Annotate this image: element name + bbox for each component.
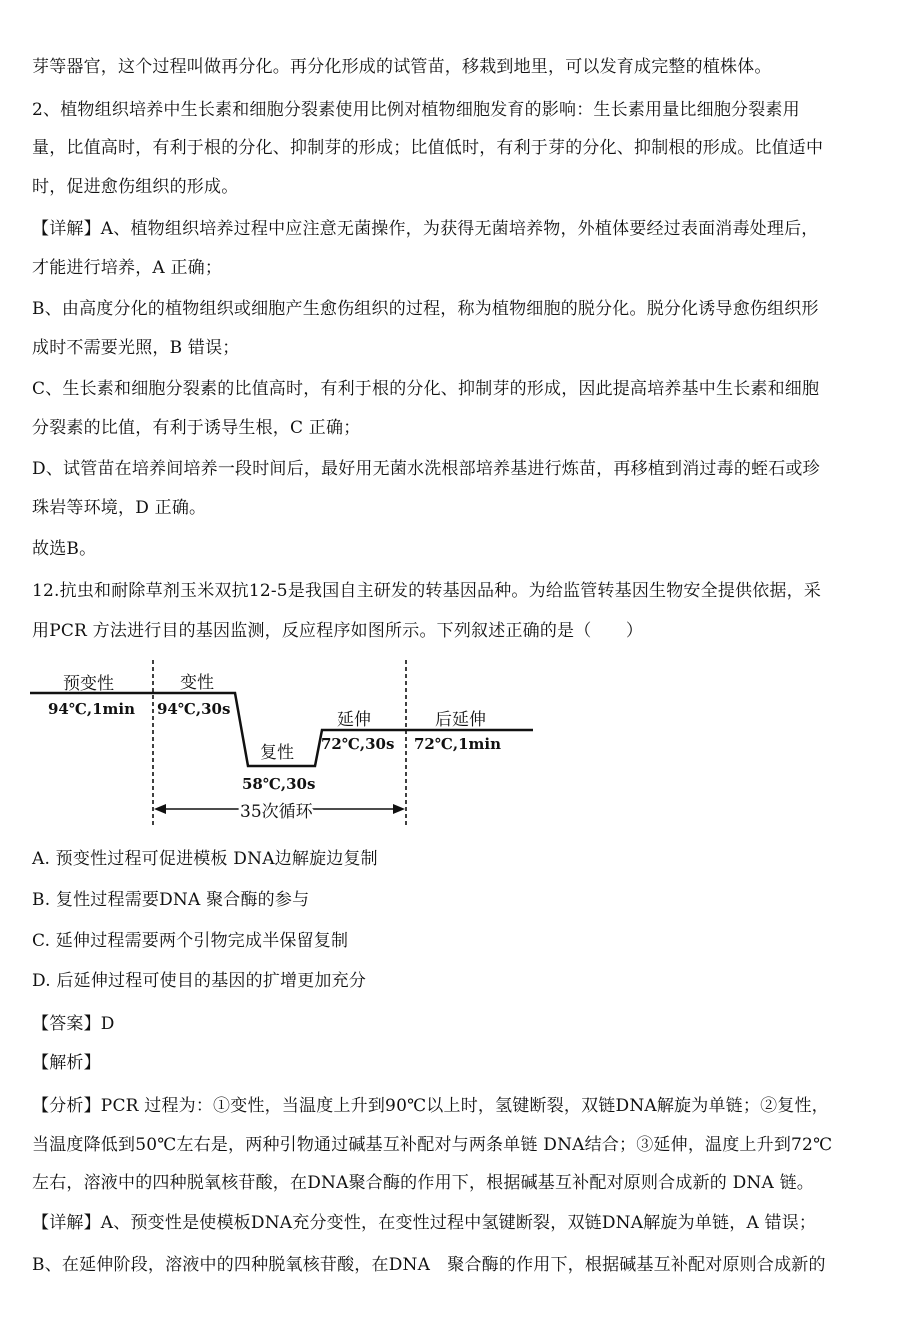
step-name-extend: 延伸: [337, 710, 371, 730]
text-line: 故选B。: [32, 539, 97, 559]
text-line: 当温度降低到50℃左右是，两种引物通过碱基互补配对与两条单链 DNA结合；③延伸，温度上升到72℃: [32, 1135, 833, 1155]
question-line: 12.抗虫和耐除草剂玉米双抗12-5是我国自主研发的转基因品种。为给监管转基因生物安全提供依据，采: [32, 581, 822, 601]
pcr-program-diagram: [30, 660, 540, 832]
text-line: 【详解】A、预变性是使模板DNA充分变性，在变性过程中氢键断裂，双链DNA解旋为单链，A 错误；: [32, 1213, 817, 1233]
arrow-right-head: [393, 804, 405, 814]
step-cond-extend: 72℃,30s: [321, 735, 395, 753]
answer-line: 【答案】D: [32, 1014, 115, 1034]
option-d: D. 后延伸过程可使目的基因的扩增更加充分: [32, 971, 367, 991]
text-line: 珠岩等环境，D 正确。: [32, 498, 207, 518]
option-c: C. 延伸过程需要两个引物完成半保留复制: [32, 931, 349, 951]
question-line: 用PCR 方法进行目的基因监测，反应程序如图所示。下列叙述正确的是（ ）: [32, 621, 644, 641]
text-line: 时，促进愈伤组织的形成。: [32, 177, 239, 197]
cycle-count-label: 35次循环: [240, 802, 313, 822]
text-line: C、生长素和细胞分裂素的比值高时，有利于根的分化、抑制芽的形成，因此提高培养基中生长素和细胞: [32, 379, 820, 399]
option-a: A. 预变性过程可促进模板 DNA边解旋边复制: [32, 849, 378, 869]
step-name-denature: 变性: [180, 673, 214, 693]
text-line: 【分析】PCR 过程为：①变性，当温度上升到90℃以上时，氢键断裂，双链DNA解旋为单链；②复性，: [32, 1096, 829, 1116]
text-line: 芽等器官，这个过程叫做再分化。再分化形成的试管苗，移栽到地里，可以发育成完整的植株体。: [32, 57, 772, 77]
text-line: 量，比值高时，有利于根的分化、抑制芽的形成；比值低时，有利于芽的分化、抑制根的形成。比值适中: [32, 138, 824, 158]
step-cond-anneal: 58℃,30s: [242, 775, 316, 793]
analysis-heading: 【解析】: [32, 1053, 101, 1073]
text-line: 才能进行培养，A 正确；: [32, 258, 223, 278]
step-cond-denature: 94℃,30s: [157, 700, 231, 718]
step-name-predenature: 预变性: [63, 674, 114, 694]
option-b: B. 复性过程需要DNA 聚合酶的参与: [32, 890, 310, 910]
step-name-anneal: 复性: [260, 743, 294, 763]
pcr-diagram-svg: [30, 660, 540, 832]
step-name-final-extend: 后延伸: [435, 710, 486, 730]
text-line: D、试管苗在培养间培养一段时间后，最好用无菌水洗根部培养基进行炼苗，再移植到消过毒的蛭石或珍: [32, 459, 820, 479]
arrow-left-head: [154, 804, 166, 814]
text-line: 2、植物组织培养中生长素和细胞分裂素使用比例对植物细胞发育的影响：生长素用量比细胞分裂素用: [32, 100, 800, 120]
text-line: 成时不需要光照，B 错误；: [32, 338, 240, 358]
step-cond-predenature: 94℃,1min: [48, 700, 135, 718]
text-line: B、在延伸阶段，溶液中的四种脱氧核苷酸，在DNA 聚合酶的作用下，根据碱基互补配对原则合成新的: [32, 1255, 826, 1275]
text-line: 【详解】A、植物组织培养过程中应注意无菌操作，为获得无菌培养物，外植体要经过表面消毒处理后，: [32, 219, 819, 239]
step-cond-final-extend: 72℃,1min: [414, 735, 501, 753]
text-line: 左右，溶液中的四种脱氧核苷酸，在DNA聚合酶的作用下，根据碱基互补配对原则合成新的 DNA 链。: [32, 1173, 814, 1193]
text-line: 分裂素的比值，有利于诱导生根，C 正确；: [32, 418, 361, 438]
text-line: B、由高度分化的植物组织或细胞产生愈伤组织的过程，称为植物细胞的脱分化。脱分化诱导愈伤组织形: [32, 299, 819, 319]
